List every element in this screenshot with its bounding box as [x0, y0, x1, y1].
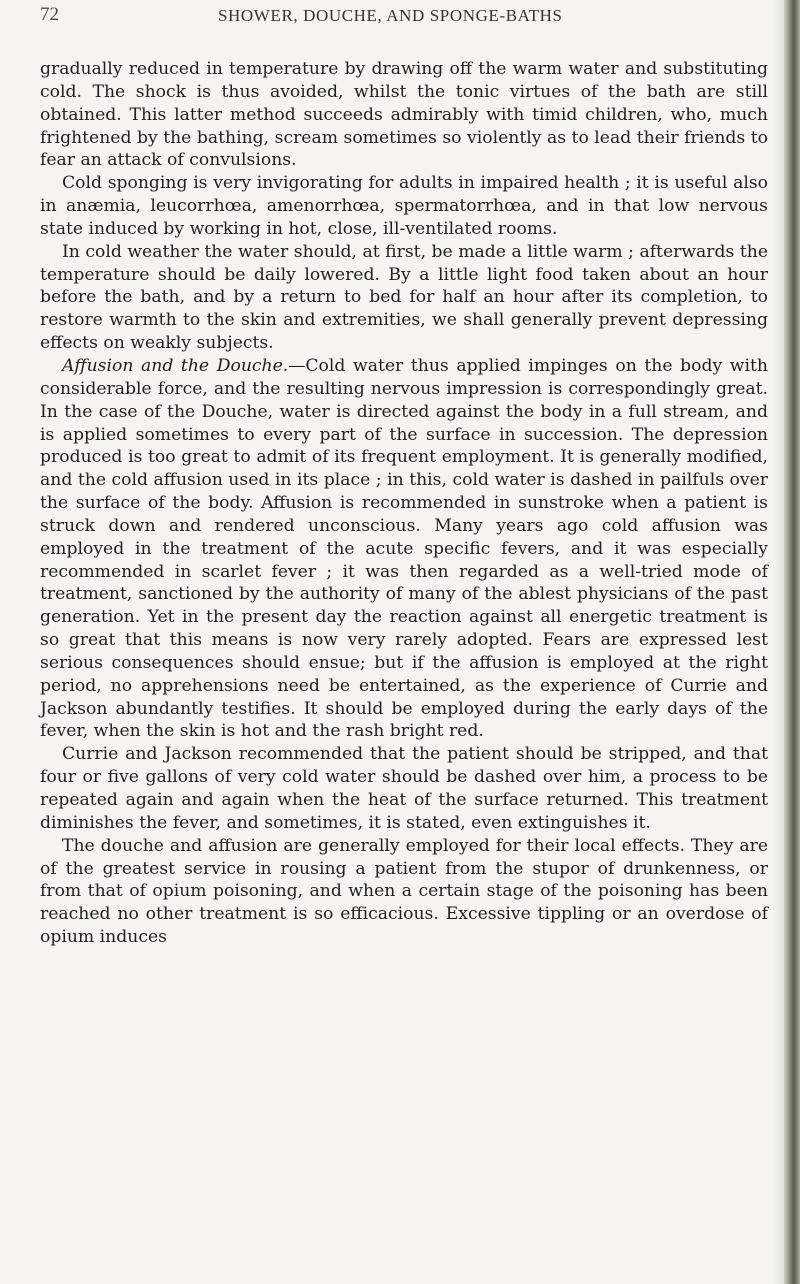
paragraph-text: gradually reduced in temperature by drawing off the warm water and substituting cold. The shock is thus avoided, whilst the tonic virtues of the bath are still obtained. This latter method succeeds admirably with timid children, who, much frightened by the bathing, scream sometimes so violently as to lead their friends to fear an attack of convulsions.: [40, 59, 768, 171]
section-heading: Affusion and the Douche.: [62, 355, 289, 376]
paragraph: [40, 58, 768, 172]
page-gutter-shadow: [774, 0, 784, 1284]
running-head: [0, 4, 800, 38]
paragraph-text: The douche and affusion are generally employed for their local effects. They are of the greatest service in rousing a patient from the stupor of drunkenness, or from that of opium poisoning, and when a certain stage of the poisoning has been reached no other treatment is so efficacious. Excessive tippling or an overdose of opium induces: [40, 835, 768, 948]
paragraph: [40, 241, 768, 355]
paragraph-text: Cold sponging is very invigorating for adults in impaired health ; it is useful also in anæmia, leucorrhœa, amenorrhœa, spermatorrhœa, and in that low nervous state induced by working in hot, close, ill-ventilated rooms.: [40, 173, 768, 239]
body-text: [40, 58, 768, 949]
book-binding-edge: [784, 0, 800, 1284]
paragraph: [40, 743, 768, 834]
paragraph-text: —Cold water thus applied impinges on the body with considerable force, and the resulting nervous impression is correspondingly great. In the case of the Douche, water is directed against the body in a full stream, and is applied sometimes to every part of the surface in succession. The depression produced is too great to admit of its frequent employment. It is generally modified, and the cold affusion used in its place ; in this, cold water is dashed in pailfuls over the surface of the body. Affusion is recommended in sunstroke when a patient is struck down and rendered unconscious. Many years ago cold affusion was employed in the treatment of the acute specific fevers, and it was especially recommended in scarlet fever ; it was then regarded as a well-tried mode of treatment, sanctioned by the authority of many of the ablest physicians of the past generation. Yet in the present day the reaction against all energetic treatment is so great that this means is now very rarely adopted. Fears are expressed lest serious consequences should ensue; but if the affusion is employed at the right period, no apprehensions need be entertained, as the experience of Currie and Jackson abundantly testifies. It should be employed during the early days of the fever, when the skin is hot and the rash bright red.: [40, 355, 768, 742]
page-number: 72: [40, 4, 59, 25]
paragraph: [40, 172, 768, 241]
paragraph: [40, 355, 768, 743]
paragraph: [40, 835, 768, 949]
running-title: SHOWER, DOUCHE, AND SPONGE-BATHS: [218, 6, 563, 25]
paragraph-text: In cold weather the water should, at first, be made a little warm ; afterwards the temperature should be daily lowered. By a little light food taken about an hour before the bath, and by a return to bed for half an hour after its completion, to restore warmth to the skin and extremities, we shall generally prevent depressing effects on weakly subjects.: [40, 241, 768, 354]
paragraph-text: Currie and Jackson recommended that the patient should be stripped, and that four or five gallons of very cold water should be dashed over him, a process to be repeated again and again when the heat of the surface returned. This treatment diminishes the fever, and sometimes, it is stated, even extinguishes it.: [40, 744, 768, 833]
